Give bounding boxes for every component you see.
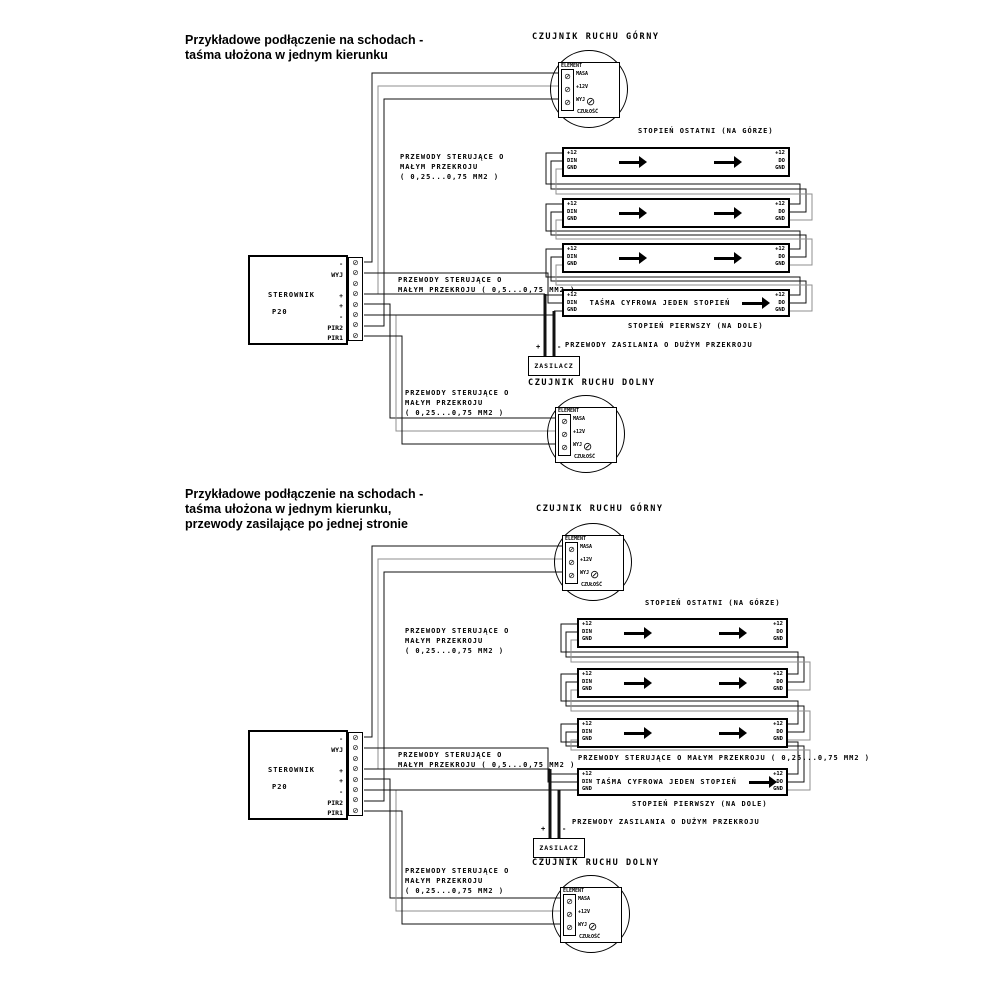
pir-sensor-module: ELEMENT ⊘ ⊘ ⊘ MASA +12V WYJ ⊘ CZUŁOŚĆ bbox=[560, 887, 622, 943]
annotation-control-wires: PRZEWODY STERUJĄCE O MAŁYM PRZEKROJU ( 0,25...0,75 MM2 ) bbox=[400, 153, 505, 181]
sensitivity-pot-icon: ⊘ bbox=[588, 920, 598, 933]
sensitivity-label: CZUŁOŚĆ bbox=[574, 454, 596, 460]
screw-terminal-icon: ⊘ bbox=[352, 805, 359, 815]
sensitivity-pot-icon: ⊘ bbox=[590, 568, 600, 581]
controller-model: P20 bbox=[272, 783, 288, 791]
pir-sensor-module: ELEMENT ⊘ ⊘ ⊘ MASA +12V WYJ ⊘ CZUŁOŚĆ bbox=[555, 407, 617, 463]
sensor-designator: ELEMENT bbox=[565, 536, 587, 542]
controller-terminal-label: - bbox=[339, 260, 343, 268]
screw-terminal-icon: ⊘ bbox=[352, 258, 359, 267]
screw-terminal-icon: ⊘ bbox=[352, 310, 359, 320]
sensor-pin-label: MASA bbox=[576, 71, 589, 77]
diagram1-title: Przykładowe podłączenie na schodach - taśma ułożona w jednym kierunku bbox=[185, 33, 424, 62]
controller-name: STEROWNIK bbox=[268, 291, 315, 299]
screw-terminal-icon: ⊘ bbox=[352, 289, 359, 299]
sensor-designator: ELEMENT bbox=[563, 888, 585, 894]
single-step-strip-label: TAŚMA CYFROWA JEDEN STOPIEŃ bbox=[596, 778, 737, 786]
screw-terminal-icon: ⊘ bbox=[352, 299, 359, 309]
screw-terminal-icon: ⊘ bbox=[352, 785, 359, 795]
screw-terminal-icon: ⊘ bbox=[561, 417, 568, 426]
controller-box: STEROWNIK P20 - WYJ + + - PIR2 PIR1 bbox=[248, 730, 348, 820]
screw-terminal-icon: ⊘ bbox=[352, 764, 359, 774]
screw-terminal-icon: ⊘ bbox=[352, 753, 359, 763]
screw-terminal-icon: ⊘ bbox=[564, 85, 571, 95]
screw-terminal-icon: ⊘ bbox=[564, 72, 571, 81]
pir-sensor-module: ELEMENT ⊘ ⊘ ⊘ MASA +12V WYJ ⊘ CZUŁOŚĆ bbox=[562, 535, 624, 591]
direction-arrow-icon bbox=[719, 632, 739, 635]
power-supply-box: ZASILACZ bbox=[533, 838, 585, 858]
pir-sensor-module bbox=[558, 62, 620, 118]
caption-step-last: STOPIEŃ OSTATNI (NA GÓRZE) bbox=[645, 599, 781, 607]
direction-arrow-icon bbox=[619, 212, 639, 215]
led-strip-segment bbox=[562, 147, 790, 177]
controller-terminal-label: + bbox=[339, 292, 343, 300]
screw-terminal-icon: ⊘ bbox=[352, 795, 359, 805]
screw-terminal-icon: ⊘ bbox=[568, 558, 575, 568]
controller-model: P20 bbox=[272, 308, 288, 316]
direction-arrow-icon bbox=[619, 257, 639, 260]
screw-terminal-icon: ⊘ bbox=[564, 98, 571, 108]
sensitivity-label: CZUŁOŚĆ bbox=[579, 934, 601, 940]
controller-terminal-label: PIR1 bbox=[327, 334, 343, 342]
screw-terminal-icon: ⊘ bbox=[352, 278, 359, 288]
sensor-top-title: CZUJNIK RUCHU GÓRNY bbox=[536, 504, 664, 514]
screw-terminal-icon: ⊘ bbox=[566, 923, 573, 933]
single-step-strip-label: TAŚMA CYFROWA JEDEN STOPIEŃ bbox=[589, 299, 731, 307]
direction-arrow-icon bbox=[714, 212, 734, 215]
power-supply-box: ZASILACZ bbox=[528, 356, 580, 376]
psu-plus-label: + bbox=[536, 343, 542, 351]
led-strip-segment: +12 DIN GND +12 DO GND bbox=[562, 243, 790, 273]
caption-step-last: STOPIEŃ OSTATNI (NA GÓRZE) bbox=[638, 127, 774, 135]
diagram2-title: Przykładowe podłączenie na schodach - taśma ułożona w jednym kierunku, przewody zasilające po jednej stronie bbox=[185, 487, 424, 531]
sensor-top-title: CZUJNIK RUCHU GÓRNY bbox=[532, 32, 660, 42]
controller-terminal-block bbox=[348, 732, 363, 816]
screw-terminal-icon: ⊘ bbox=[352, 330, 359, 340]
controller-terminal-label: WYJ bbox=[331, 271, 343, 279]
controller-box bbox=[248, 255, 348, 345]
controller-terminal-block bbox=[348, 257, 363, 341]
sensor-pin-label: +12V bbox=[576, 84, 589, 90]
direction-arrow-icon bbox=[749, 781, 769, 784]
screw-terminal-icon: ⊘ bbox=[352, 733, 359, 742]
direction-arrow-icon bbox=[742, 302, 762, 305]
caption-step-first: STOPIEŃ PIERWSZY (NA DOLE) bbox=[628, 322, 764, 330]
annotation-control-wires: PRZEWODY STERUJĄCE O MAŁYM PRZEKROJU ( 0,25...0,75 MM2 ) bbox=[405, 867, 510, 895]
screw-terminal-icon: ⊘ bbox=[352, 774, 359, 784]
direction-arrow-icon bbox=[619, 161, 639, 164]
controller-terminal-label: - bbox=[339, 313, 343, 321]
annotation-power-wires: PRZEWODY ZASILANIA O DUŻYM PRZEKROJU bbox=[572, 818, 760, 826]
annotation-control-wires: PRZEWODY STERUJĄCE O MAŁYM PRZEKROJU ( 0,5...0,75 MM2 ) bbox=[398, 276, 576, 294]
led-strip-segment: +12 DIN GND +12 DO GND bbox=[577, 718, 788, 748]
screw-terminal-icon: ⊘ bbox=[561, 430, 568, 440]
controller-terminal-label: PIR2 bbox=[327, 324, 343, 332]
controller-terminal-label: + bbox=[339, 302, 343, 310]
sensor-designator: ELEMENT bbox=[558, 408, 580, 414]
screw-terminal-icon: ⊘ bbox=[561, 443, 568, 453]
sensitivity-pot-icon: ⊘ bbox=[583, 440, 593, 453]
direction-arrow-icon bbox=[719, 682, 739, 685]
direction-arrow-icon bbox=[719, 732, 739, 735]
psu-minus-label: - bbox=[557, 343, 563, 351]
annotation-control-wires: PRZEWODY STERUJĄCE O MAŁYM PRZEKROJU ( 0,5...0,75 MM2 ) bbox=[398, 751, 576, 769]
screw-terminal-icon: ⊘ bbox=[352, 320, 359, 330]
screw-terminal-icon: ⊘ bbox=[566, 897, 573, 906]
led-strip-segment: +12 DIN GND +12 DO GND bbox=[577, 618, 788, 648]
direction-arrow-icon bbox=[714, 257, 734, 260]
sensor-pin-label: WYJ bbox=[576, 97, 586, 103]
annotation-power-wires: PRZEWODY ZASILANIA O DUŻYM PRZEKROJU bbox=[565, 341, 753, 349]
led-strip-segment: +12 DIN GND +12 DO GND bbox=[577, 668, 788, 698]
sensitivity-label: CZUŁOŚĆ bbox=[581, 582, 603, 588]
sensor-bottom-title: CZUJNIK RUCHU DOLNY bbox=[528, 378, 656, 388]
direction-arrow-icon bbox=[624, 632, 644, 635]
annotation-control-wires: PRZEWODY STERUJĄCE O MAŁYM PRZEKROJU ( 0,25...0,75 MM2 ) bbox=[405, 627, 510, 655]
psu-plus-label: + bbox=[541, 825, 547, 833]
screw-terminal-icon: ⊘ bbox=[566, 910, 573, 920]
strip-right-pins: +12 DO GND bbox=[775, 150, 785, 171]
direction-arrow-icon bbox=[624, 682, 644, 685]
sensor-designator: ELEMENT bbox=[561, 63, 583, 69]
direction-arrow-icon bbox=[714, 161, 734, 164]
screw-terminal-icon: ⊘ bbox=[568, 571, 575, 581]
annotation-strip-wire: PRZEWODY STERUJĄCE O MAŁYM PRZEKROJU ( 0,25...0,75 MM2 ) bbox=[578, 754, 871, 762]
strip-left-pins: +12 DIN GND bbox=[567, 150, 577, 171]
screw-terminal-icon: ⊘ bbox=[352, 268, 359, 278]
led-strip-segment: +12 DIN GND +12 DO GND bbox=[562, 198, 790, 228]
direction-arrow-icon bbox=[624, 732, 644, 735]
sensitivity-label: CZUŁOŚĆ bbox=[577, 109, 599, 115]
annotation-control-wires: PRZEWODY STERUJĄCE O MAŁYM PRZEKROJU ( 0,25...0,75 MM2 ) bbox=[405, 389, 510, 417]
led-strip-segment-first: +12 DIN GND TAŚMA CYFROWA JEDEN STOPIEŃ +12 DO GND bbox=[562, 289, 790, 317]
sensor-bottom-title: CZUJNIK RUCHU DOLNY bbox=[532, 858, 660, 868]
screw-terminal-icon: ⊘ bbox=[352, 743, 359, 753]
caption-step-first: STOPIEŃ PIERWSZY (NA DOLE) bbox=[632, 800, 768, 808]
sensitivity-pot-icon: ⊘ bbox=[586, 95, 596, 108]
controller-name: STEROWNIK bbox=[268, 766, 315, 774]
screw-terminal-icon: ⊘ bbox=[568, 545, 575, 554]
psu-minus-label: - bbox=[562, 825, 568, 833]
sensor-terminal-block bbox=[561, 69, 574, 111]
led-strip-segment-first: +12 DIN GND TAŚMA CYFROWA JEDEN STOPIEŃ +12 DO GND bbox=[577, 768, 788, 796]
